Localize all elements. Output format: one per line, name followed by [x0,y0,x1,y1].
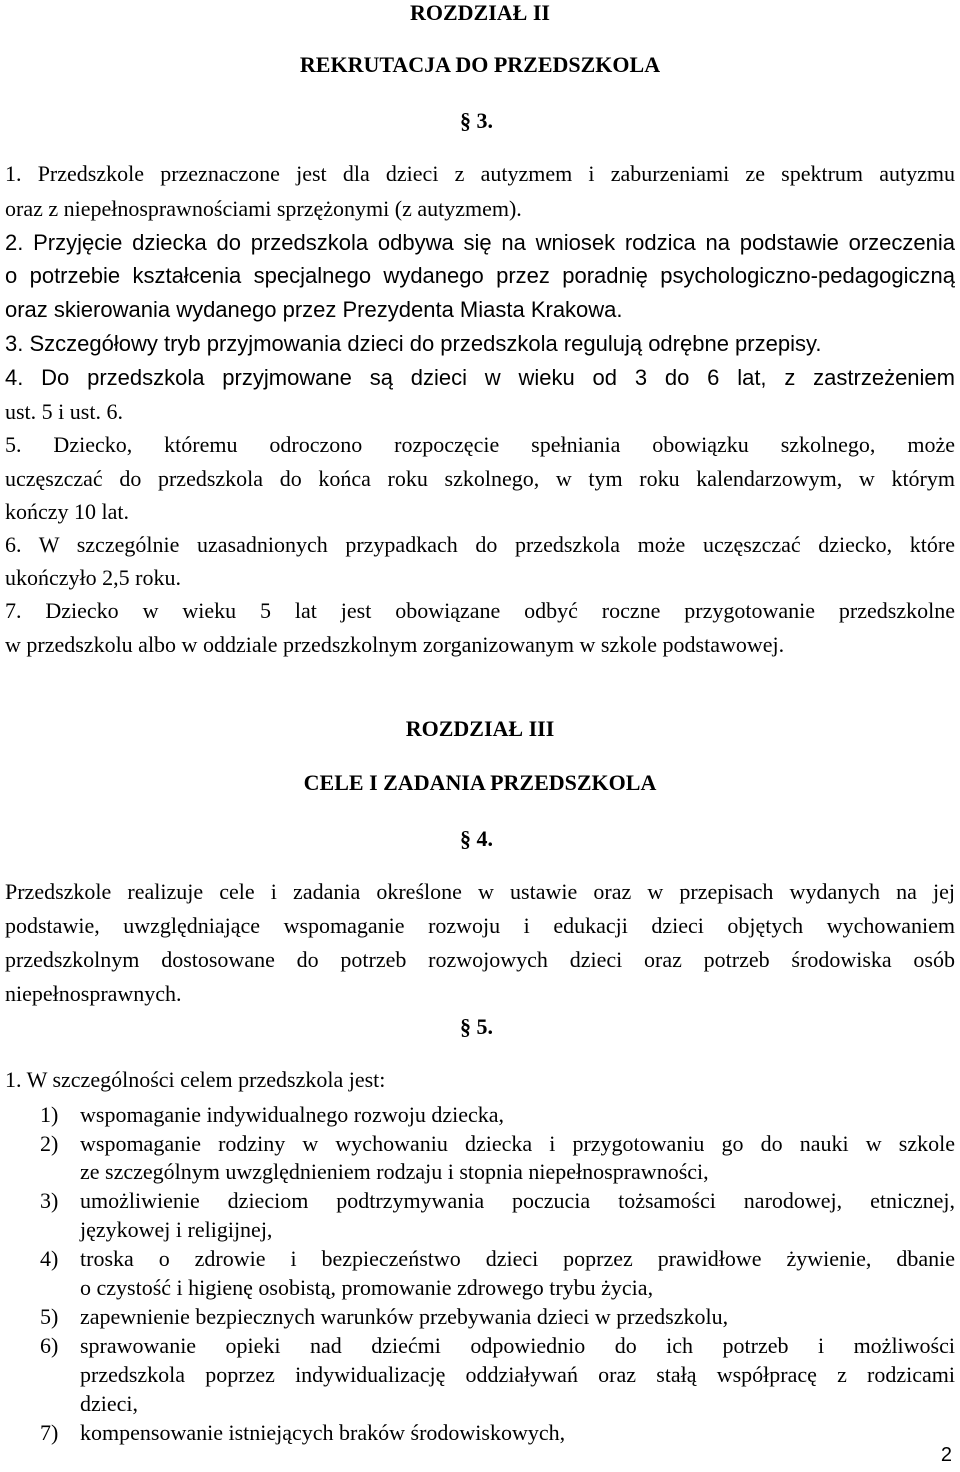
ch2-line-2: oraz z niepełnosprawnościami sprzężonymi (z autyzmem). [5,196,522,221]
chapter-2-subtitle: REKRUTACJA DO PRZEDSZKOLA [299,52,661,77]
list-item-number: 4) [40,1246,59,1271]
ch2-line-8: ust. 5 i ust. 6. [5,399,123,424]
list-item-1-line-1: wspomaganie indywidualnego rozwoju dziecka, [80,1102,504,1127]
chapter-3-title: ROZDZIAŁ III [405,716,555,741]
list-item-5-line-1: zapewnienie bezpiecznych warunków przebywania dzieci w przedszkolu, [80,1304,729,1329]
ch2-line-10: uczęszczać do przedszkola do końca roku szkolnego, w tym roku kalendarzowym, w którym [5,466,955,491]
ch2-line-11: kończy 10 lat. [5,499,130,524]
list-item-6-line-1: sprawowanie opieki nad dziećmi odpowiednio do ich potrzeb i możliwości [80,1333,955,1358]
ch2-line-14: 7. Dziecko w wieku 5 lat jest obowiązane odbyć roczne przygotowanie przedszkolne [5,598,955,623]
ch2-line-13: ukończyło 2,5 roku. [5,565,181,590]
list-item-number: 3) [40,1188,59,1213]
list-item-7-line-1: kompensowanie istniejących braków środowiskowych, [80,1420,566,1445]
section-5-intro: 1. W szczególności celem przedszkola jest: [5,1067,386,1092]
list-item-3-line-2: językowej i religijnej, [80,1217,273,1242]
list-item-4-line-1: troska o zdrowie i bezpieczeństwo dzieci poprzez prawidłowe żywienie, dbanie [80,1246,955,1271]
list-item-6-line-3: dzieci, [80,1391,139,1416]
ch2-line-4: o potrzebie kształcenia specjalnego wydanego przez poradnię psychologiczno-pedagogiczną [5,263,955,288]
para4-line-3: przedszkolnym dostosowane do potrzeb rozwojowych dzieci oraz potrzeb środowiska osób [5,947,955,972]
para4-line-1: Przedszkole realizuje cele i zadania określone w ustawie oraz w przepisach wydanych na jej [5,879,955,904]
ch2-line-3: 2. Przyjęcie dziecka do przedszkola odbywa się na wniosek rodzica na podstawie orzeczenia [5,230,955,255]
ch2-line-1: 1. Przedszkole przeznaczone jest dla dzieci z autyzmem i zaburzeniami ze spektrum autyzmu [5,161,955,186]
ch2-line-12: 6. W szczególnie uzasadnionych przypadkach do przedszkola może uczęszczać dziecko, które [5,532,955,557]
list-item-2-line-1: wspomaganie rodziny w wychowaniu dziecka i przygotowaniu go do nauki w szkole [80,1131,955,1156]
list-item-number: 6) [40,1333,59,1358]
section-4-heading: § 4. [460,826,493,851]
ch2-line-6: 3. Szczegółowy tryb przyjmowania dzieci do przedszkola regulują odrębne przepisy. [5,331,822,356]
chapter-2-title: ROZDZIAŁ II [410,0,550,25]
list-item-number: 7) [40,1420,59,1445]
page-number: 2 [940,1444,952,1466]
list-item-2-line-2: ze szczególnym uwzględnieniem rodzaju i stopnia niepełnosprawności, [80,1159,709,1184]
ch2-line-7: 4. Do przedszkola przyjmowane są dzieci w wieku od 3 do 6 lat, z zastrzeżeniem [5,365,955,390]
section-3-heading: § 3. [460,108,493,133]
list-item-number: 2) [40,1131,59,1156]
ch2-line-5: oraz skierowania wydanego przez Prezydenta Miasta Krakowa. [5,297,623,322]
section-5-heading: § 5. [460,1014,493,1039]
list-item-number: 1) [40,1102,59,1127]
para4-line-2: podstawie, uwzględniające wspomaganie rozwoju i edukacji dzieci objętych wychowaniem [5,913,955,938]
list-item-6-line-2: przedszkola poprzez indywidualizację oddziaływań oraz stałą współpracę z rodzicami [80,1362,955,1387]
ch2-line-15: w przedszkolu albo w oddziale przedszkolnym zorganizowanym w szkole podstawowej. [5,632,785,657]
chapter-3-subtitle: CELE I ZADANIA PRZEDSZKOLA [303,770,657,795]
list-item-4-line-2: o czystość i higienę osobistą, promowanie zdrowego trybu życia, [80,1275,654,1300]
para4-line-4: niepełnosprawnych. [5,981,182,1006]
list-item-3-line-1: umożliwienie dzieciom podtrzymywania poczucia tożsamości narodowej, etnicznej, [80,1188,955,1213]
ch2-line-9: 5. Dziecko, któremu odroczono rozpoczęcie spełniania obowiązku szkolnego, może [5,432,955,457]
list-item-number: 5) [40,1304,59,1329]
